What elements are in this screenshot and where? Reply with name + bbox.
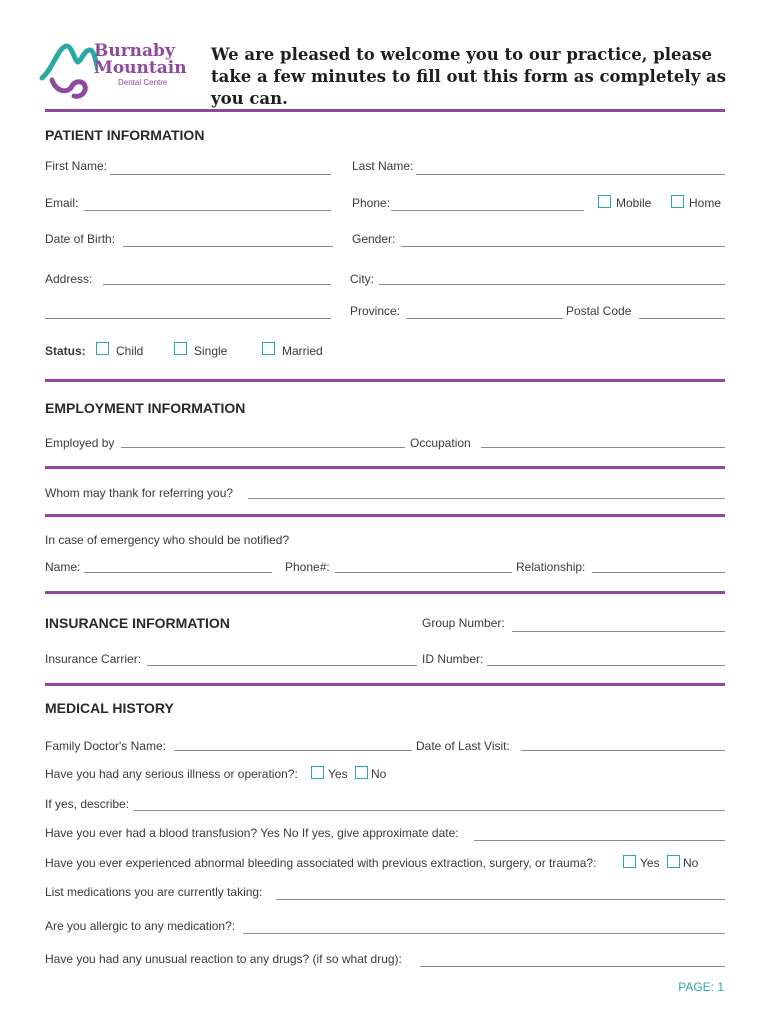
gender-label: Gender: — [352, 232, 396, 246]
last-visit-label: Date of Last Visit: — [416, 739, 510, 753]
emergency-relationship-field[interactable] — [592, 572, 725, 573]
divider — [45, 379, 725, 382]
illness-no-label: No — [371, 767, 387, 781]
group-number-field[interactable] — [512, 631, 725, 632]
section-heading-patient: PATIENT INFORMATION — [45, 127, 205, 143]
emergency-phone-label: Phone#: — [285, 560, 330, 574]
last-visit-field[interactable] — [521, 750, 725, 751]
married-checkbox[interactable] — [262, 342, 275, 355]
illness-yes-label: Yes — [328, 767, 348, 781]
married-label: Married — [282, 344, 323, 358]
dob-field[interactable] — [123, 246, 333, 247]
welcome-headline: We are pleased to welcome you to our practice, please take a few minutes to fill out this form as completely as you can. — [211, 45, 727, 108]
describe-label: If yes, describe: — [45, 797, 130, 811]
mobile-label: Mobile — [616, 196, 652, 210]
logo-line-1: Burnaby — [94, 41, 175, 61]
single-checkbox[interactable] — [174, 342, 187, 355]
id-number-field[interactable] — [487, 665, 725, 666]
employed-by-label: Employed by — [45, 436, 115, 450]
home-label: Home — [689, 196, 722, 210]
divider — [45, 591, 725, 594]
id-number-label: ID Number: — [422, 652, 484, 666]
first-name-field[interactable] — [110, 174, 331, 175]
drug-reaction-label: Have you had any unusual reaction to any drugs? (if so what drug): — [45, 952, 402, 966]
illness-yes-checkbox[interactable] — [311, 766, 324, 779]
employed-by-field[interactable] — [121, 447, 405, 448]
medications-label: List medications you are currently taking: — [45, 885, 263, 899]
bleeding-no-checkbox[interactable] — [667, 855, 680, 868]
family-doctor-label: Family Doctor's Name: — [45, 739, 166, 753]
emergency-name-label: Name: — [45, 560, 81, 574]
emergency-phone-field[interactable] — [335, 572, 512, 573]
bleeding-yes-checkbox[interactable] — [623, 855, 636, 868]
occupation-field[interactable] — [481, 447, 725, 448]
address-line-2-field[interactable] — [45, 318, 331, 319]
section-heading-medical: MEDICAL HISTORY — [45, 700, 174, 716]
dob-label: Date of Birth: — [45, 232, 116, 246]
describe-field[interactable] — [134, 810, 725, 811]
last-name-label: Last Name: — [352, 159, 414, 173]
status-label: Status: — [45, 344, 86, 358]
emergency-name-field[interactable] — [84, 572, 272, 573]
first-name-label: First Name: — [45, 159, 108, 173]
logo-line-3: Dental Centre — [118, 78, 168, 87]
bleeding-question: Have you ever experienced abnormal bleeding associated with previous extraction, surgery, or trauma?: — [45, 856, 597, 870]
divider — [45, 466, 725, 469]
referral-field[interactable] — [248, 498, 725, 499]
referral-label: Whom may thank for referring you? — [45, 486, 234, 500]
email-field[interactable] — [84, 210, 331, 211]
mountain-logo-icon — [38, 40, 98, 102]
family-doctor-field[interactable] — [174, 750, 412, 751]
clinic-logo — [38, 40, 188, 102]
medications-field[interactable] — [276, 899, 725, 900]
allergic-label: Are you allergic to any medication?: — [45, 919, 236, 933]
drug-reaction-field[interactable] — [420, 966, 725, 967]
child-label: Child — [116, 344, 144, 358]
postal-code-label: Postal Code — [566, 304, 632, 318]
address-label: Address: — [45, 272, 93, 286]
bleeding-no-label: No — [683, 856, 699, 870]
divider — [45, 514, 725, 517]
phone-label: Phone: — [352, 196, 391, 210]
insurance-carrier-label: Insurance Carrier: — [45, 652, 142, 666]
allergic-field[interactable] — [243, 933, 725, 934]
home-checkbox[interactable] — [671, 195, 684, 208]
email-label: Email: — [45, 196, 79, 210]
occupation-label: Occupation — [410, 436, 471, 450]
single-label: Single — [194, 344, 228, 358]
child-checkbox[interactable] — [96, 342, 109, 355]
address-field[interactable] — [103, 284, 331, 285]
emergency-question: In case of emergency who should be notified? — [45, 533, 290, 547]
city-label: City: — [350, 272, 374, 286]
transfusion-question: Have you ever had a blood transfusion? Yes No If yes, give approximate date: — [45, 826, 459, 840]
province-field[interactable] — [406, 318, 563, 319]
mobile-checkbox[interactable] — [598, 195, 611, 208]
bleeding-yes-label: Yes — [640, 856, 660, 870]
insurance-carrier-field[interactable] — [147, 665, 417, 666]
phone-field[interactable] — [391, 210, 584, 211]
gender-field[interactable] — [401, 246, 725, 247]
transfusion-date-field[interactable] — [474, 840, 725, 841]
postal-code-field[interactable] — [639, 318, 725, 319]
province-label: Province: — [350, 304, 401, 318]
divider — [45, 109, 725, 112]
section-heading-employment: EMPLOYMENT INFORMATION — [45, 400, 246, 416]
city-field[interactable] — [379, 284, 725, 285]
section-heading-insurance: INSURANCE INFORMATION — [45, 615, 230, 631]
illness-question: Have you had any serious illness or operation?: — [45, 767, 298, 781]
logo-line-2: Mountain — [94, 58, 187, 78]
page-number: PAGE: 1 — [678, 980, 724, 994]
group-number-label: Group Number: — [422, 616, 505, 630]
last-name-field[interactable] — [416, 174, 725, 175]
illness-no-checkbox[interactable] — [355, 766, 368, 779]
emergency-relationship-label: Relationship: — [516, 560, 586, 574]
divider — [45, 683, 725, 686]
